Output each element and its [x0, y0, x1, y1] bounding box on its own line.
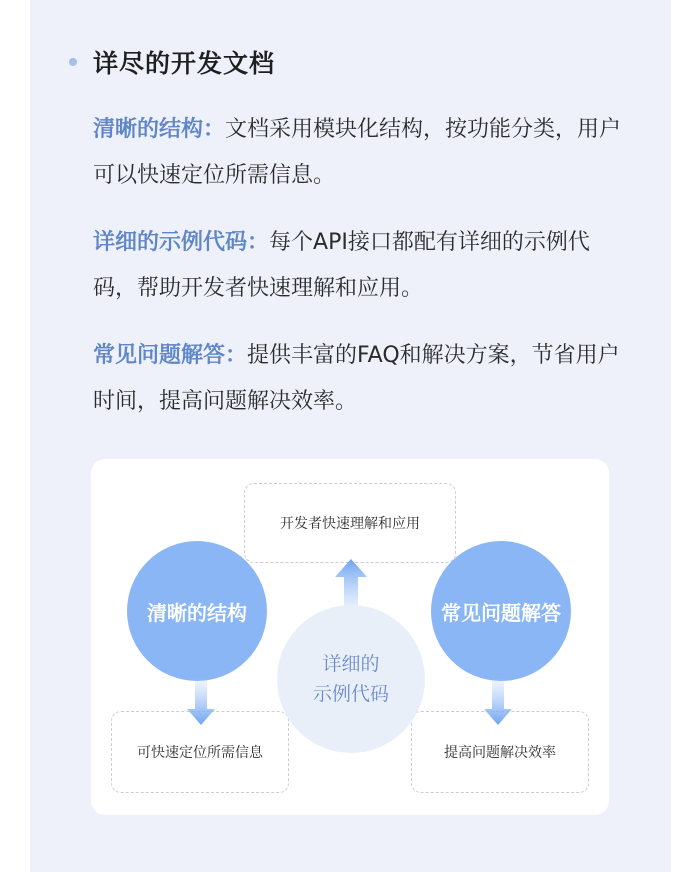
feature-paragraph-examples	[93, 220, 623, 312]
left-result-box: 可快速定位所需信息	[111, 711, 289, 793]
feature-term: 详细的示例代码：	[93, 230, 270, 255]
center-circle	[277, 605, 425, 753]
feature-paragraph-faq	[93, 333, 623, 425]
top-result-box: 开发者快速理解和应用	[244, 483, 456, 563]
feature-paragraph-structure	[93, 107, 623, 199]
feature-term: 清晰的结构：	[93, 117, 226, 142]
section-title: 详尽的开发文档	[93, 49, 276, 78]
down-arrow-icon	[483, 679, 513, 725]
section-header	[69, 44, 275, 80]
left-circle: 清晰的结构	[127, 541, 267, 681]
feature-term: 常见问题解答：	[93, 343, 248, 368]
right-circle: 常见问题解答	[431, 541, 571, 681]
feature-desc: 每个API接口都配有详细的示例代码，帮助开发者快速理解和应用。	[93, 230, 590, 301]
feature-diagram	[91, 459, 609, 815]
right-result-box: 提高问题解决效率	[411, 711, 589, 793]
center-circle-line1: 详细的	[322, 653, 380, 675]
bullet-icon	[69, 58, 77, 66]
feature-desc: 文档采用模块化结构，按功能分类，用户可以快速定位所需信息。	[93, 117, 622, 188]
down-arrow-icon	[186, 679, 216, 725]
feature-desc: 提供丰富的FAQ和解决方案，节省用户时间，提高问题解决效率。	[93, 343, 620, 414]
center-circle-line2: 示例代码	[312, 683, 389, 705]
